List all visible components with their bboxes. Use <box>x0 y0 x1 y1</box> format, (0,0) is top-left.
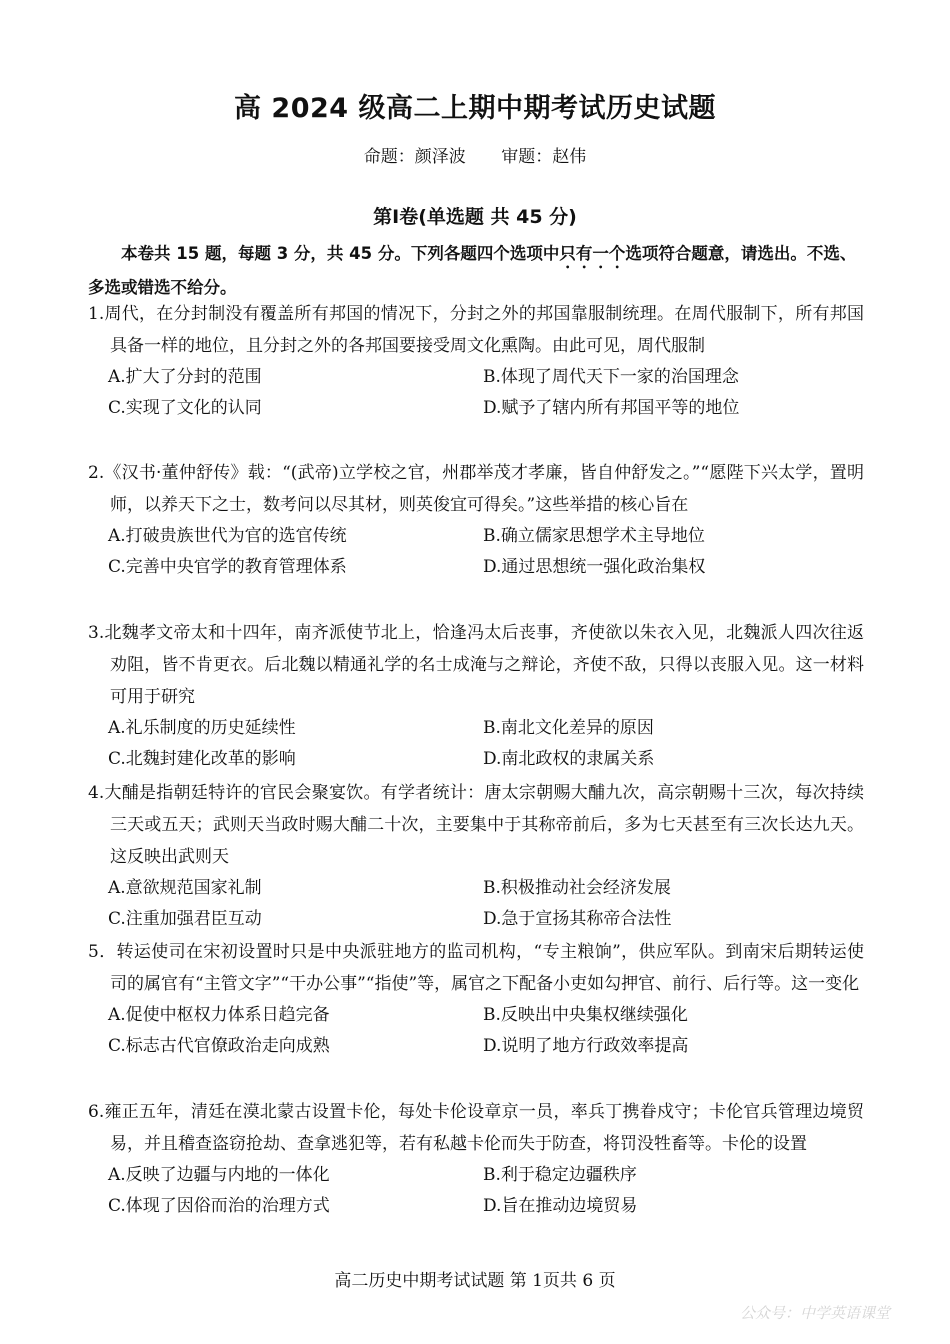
option-a: A.促使中枢权力体系日趋完备 <box>108 1005 330 1025</box>
option-row <box>88 1031 864 1062</box>
question-stem: 2.《汉书·董仲舒传》载：“(武帝)立学校之官，州郡举茂才孝廉，皆自仲舒发之。”“愿陛下兴太学，置明师，以养天下之士，数考问以尽其材，则英俊宜可得矣。”这些举措的核心旨在 <box>88 463 864 515</box>
page-footer: 高二历史中期考试试题 第 1页共 6 页 <box>334 1271 616 1291</box>
option-b: B.确立儒家思想学术主导地位 <box>483 526 705 546</box>
question-reviewer: 审题：赵伟 <box>501 147 587 167</box>
option-a: A.打破贵族世代为官的选官传统 <box>108 526 347 546</box>
instructions-text-1: 本卷共 15 题，每题 3 分，共 45 分。下列各题四个选项中 <box>121 244 560 263</box>
option-row <box>88 713 864 744</box>
question-6 <box>88 1096 864 1222</box>
option-row <box>88 744 864 775</box>
option-row <box>88 552 864 583</box>
question-stem: 3.北魏孝文帝太和十四年，南齐派使节北上，恰逢冯太后丧事，齐使欲以朱衣入见，北魏派人四次往返劝阻，皆不肯更衣。后北魏以精通礼学的名士成淹与之辩论，齐使不敌，只得以丧服入见。这一材料可用于研究 <box>88 623 864 707</box>
option-c: C.北魏封建化改革的影响 <box>108 749 296 769</box>
section-title: 第Ⅰ卷(单选题 共 45 分) <box>373 206 577 228</box>
option-b: B.南北文化差异的原因 <box>483 718 654 738</box>
option-b: B.体现了周代天下一家的治国理念 <box>483 367 739 387</box>
instructions-emphasis: 只有一个 <box>559 244 626 263</box>
option-c: C.标志古代官僚政治走向成熟 <box>108 1036 330 1056</box>
option-row <box>88 873 864 904</box>
option-c: C.实现了文化的认同 <box>108 398 262 418</box>
question-stem: 1.周代，在分封制没有覆盖所有邦国的情况下，分封之外的邦国靠服制统理。在周代服制下，所有邦国具备一样的地位，且分封之外的各邦国要接受周文化熏陶。由此可见，周代服制 <box>88 304 864 356</box>
question-setter: 命题：颜泽波 <box>363 147 466 167</box>
option-row <box>88 393 864 424</box>
option-d: D.旨在推动边境贸易 <box>483 1196 638 1216</box>
question-4 <box>88 777 864 935</box>
option-a: A.反映了边疆与内地的一体化 <box>108 1165 330 1185</box>
option-c: C.完善中央官学的教育管理体系 <box>108 557 347 577</box>
author-line <box>0 142 950 167</box>
option-row <box>88 1160 864 1191</box>
question-1 <box>88 298 864 424</box>
option-row <box>88 904 864 935</box>
option-d: D.赋予了辖内所有邦国平等的地位 <box>483 398 740 418</box>
option-c: C.体现了因俗而治的治理方式 <box>108 1196 330 1216</box>
section-instructions <box>88 238 864 303</box>
option-row <box>88 1000 864 1031</box>
option-d: D.南北政权的隶属关系 <box>483 749 655 769</box>
option-d: D.通过思想统一强化政治集权 <box>483 557 706 577</box>
question-5 <box>88 936 864 1062</box>
instructions-text-2: 选项符合题意，请选出。不选、多选或错选不给分。 <box>88 244 857 297</box>
question-stem: 5．转运使司在宋初设置时只是中央派驻地方的监司机构，“专主粮饷”，供应军队。到南宋后期转运使司的属官有“主管文字”“干办公事”“指使”等，属官之下配备小吏如勾押官、前行、后行等。这一变化 <box>88 942 864 994</box>
option-b: B.反映出中央集权继续强化 <box>483 1005 688 1025</box>
question-2 <box>88 457 864 583</box>
option-row <box>88 521 864 552</box>
option-row <box>88 362 864 393</box>
option-row <box>88 1191 864 1222</box>
option-c: C.注重加强君臣互动 <box>108 909 262 929</box>
option-d: D.说明了地方行政效率提高 <box>483 1036 689 1056</box>
question-stem: 4.大酺是指朝廷特许的官民会聚宴饮。有学者统计：唐太宗朝赐大酺九次，高宗朝赐十三次，每次持续三天或五天；武则天当政时赐大酺二十次，主要集中于其称帝前后，多为七天甚至有三次长达九天。这反映出武则天 <box>88 783 864 867</box>
option-d: D.急于宣扬其称帝合法性 <box>483 909 672 929</box>
question-3 <box>88 617 864 775</box>
question-stem: 6.雍正五年，清廷在漠北蒙古设置卡伦，每处卡伦设章京一员，率兵丁携眷戍守；卡伦官兵管理边境贸易，并且稽查盗窃抢劫、查拿逃犯等，若有私越卡伦而失于防查，将罚没牲畜等。卡伦的设置 <box>88 1102 864 1154</box>
option-a: A.意欲规范国家礼制 <box>108 878 262 898</box>
exam-title: 高 2024 级高二上期中期考试历史试题 <box>234 93 716 124</box>
option-b: B.利于稳定边疆秩序 <box>483 1165 637 1185</box>
option-a: A.扩大了分封的范围 <box>108 367 262 387</box>
watermark: 公众号：中学英语课堂 <box>739 1304 890 1322</box>
option-b: B.积极推动社会经济发展 <box>483 878 671 898</box>
option-a: A.礼乐制度的历史延续性 <box>108 718 296 738</box>
